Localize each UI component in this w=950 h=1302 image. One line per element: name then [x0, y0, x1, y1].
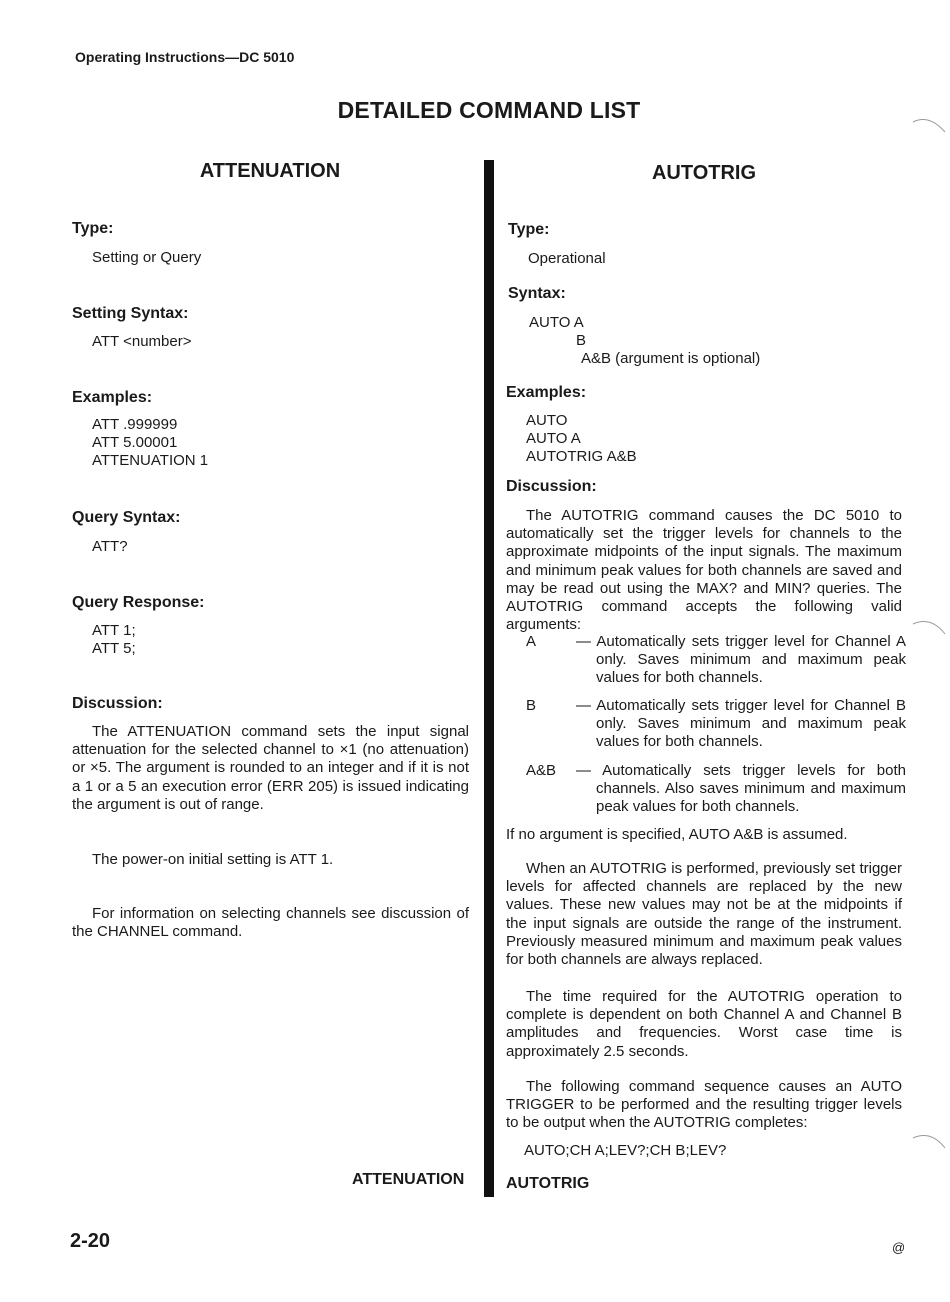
query-syntax-value: ATT? [92, 538, 128, 555]
argument-description: — Automatically sets trigger levels for both channels. Also saves minimum and maximum peak values for both channels. [576, 762, 906, 816]
left-discussion-paragraph: The ATTENUATION command sets the input signal attenuation for the selected channel to ×1 (no attenuation) or ×5. The argument is rounded to an integer and if it is not a 1 or a 5 an execution error (ERR 205) is issued indicating the argument is out of range. [72, 723, 469, 813]
left-type-value: Setting or Query [92, 249, 202, 266]
running-header: Operating Instructions—DC 5010 [75, 49, 295, 65]
right-examples-heading: Examples: [506, 384, 587, 401]
left-examples-heading: Examples: [72, 389, 153, 406]
query-response-item: ATT 5; [92, 640, 136, 658]
argument-a [526, 633, 906, 689]
punch-mark-middle [905, 612, 949, 652]
right-footer-label: AUTOTRIG [506, 1175, 590, 1192]
right-type-heading: Type: [508, 221, 550, 238]
setting-syntax-value: ATT <number> [92, 333, 192, 350]
query-response-item: ATT 1; [92, 622, 136, 639]
channel-reference-note: For information on selecting channels see discussion of the CHANNEL command. [72, 905, 469, 941]
left-footer-label: ATTENUATION [352, 1171, 465, 1188]
command-sequence-example: AUTO;CH A;LEV?;CH B;LEV? [524, 1142, 727, 1159]
right-paragraph-1: When an AUTOTRIG is performed, previously set trigger levels for affected channels are replaced by the new values. These new values may not be at the midpoints if the input signals are outside the range of the instrument. Previously measured minimum and maximum peak values for both channels are always replaced. [506, 860, 902, 969]
argument-b [526, 697, 906, 753]
argument-description: — Automatically sets trigger level for Channel B only. Saves minimum and maximum peak values for both channels. [576, 697, 906, 751]
page-number: 2-20 [70, 1230, 111, 1252]
syntax-heading: Syntax: [508, 285, 566, 302]
syntax-line-ab: A&B (argument is optional) [581, 350, 761, 367]
query-response-list [92, 622, 136, 658]
syntax-line-a: AUTO A [529, 314, 584, 331]
right-type-value: Operational [528, 250, 606, 267]
right-example-item: AUTO [526, 412, 568, 429]
default-argument-note: If no argument is specified, AUTO A&B is assumed. [506, 826, 848, 843]
syntax-line-b: B [576, 332, 587, 349]
argument-key: A&B [526, 762, 557, 779]
argument-key: B [526, 697, 537, 714]
right-discussion-heading: Discussion: [506, 478, 597, 495]
query-response-heading: Query Response: [72, 594, 205, 611]
punch-mark-top [905, 112, 949, 152]
right-example-item: AUTO A [526, 430, 581, 448]
power-on-note: The power-on initial setting is ATT 1. [92, 851, 334, 868]
right-column-title: AUTOTRIG [651, 162, 757, 184]
argument-description: — Automatically sets trigger level for Channel A only. Saves minimum and maximum peak values for both channels. [576, 633, 906, 687]
argument-ab [526, 762, 906, 818]
argument-key: A [526, 633, 537, 650]
publisher-mark: @ [892, 1240, 906, 1255]
left-example-item: ATTENUATION 1 [92, 452, 209, 470]
left-type-heading: Type: [72, 220, 114, 237]
left-examples-list [92, 416, 208, 471]
left-discussion-heading: Discussion: [72, 695, 163, 712]
right-discussion-intro: The AUTOTRIG command causes the DC 5010 to automatically set the trigger levels for channels to the approximate midpoints of the input signals. The maximum and minimum peak values for both channels are saved and may be read out using the MAX? and MIN? queries. The AUTOTRIG command accepts the following valid arguments: [506, 507, 902, 634]
left-example-item: ATT 5.00001 [92, 434, 178, 452]
punch-mark-bottom [905, 1126, 949, 1166]
right-paragraph-3: The following command sequence causes an AUTO TRIGGER to be performed and the resulting trigger levels to be output when the AUTOTRIG completes: [506, 1078, 902, 1132]
setting-syntax-heading: Setting Syntax: [72, 305, 189, 322]
page-title: DETAILED COMMAND LIST [337, 97, 641, 123]
left-example-item: ATT .999999 [92, 416, 178, 433]
column-divider [484, 160, 494, 1197]
query-syntax-heading: Query Syntax: [72, 509, 181, 526]
right-examples-list [526, 412, 637, 467]
left-column-title: ATTENUATION [199, 160, 341, 182]
right-paragraph-2: The time required for the AUTOTRIG operation to complete is dependent on both Channel A and Channel B amplitudes and frequencies. Worst case time is approximately 2.5 seconds. [506, 988, 902, 1060]
right-example-item: AUTOTRIG A&B [526, 448, 637, 466]
